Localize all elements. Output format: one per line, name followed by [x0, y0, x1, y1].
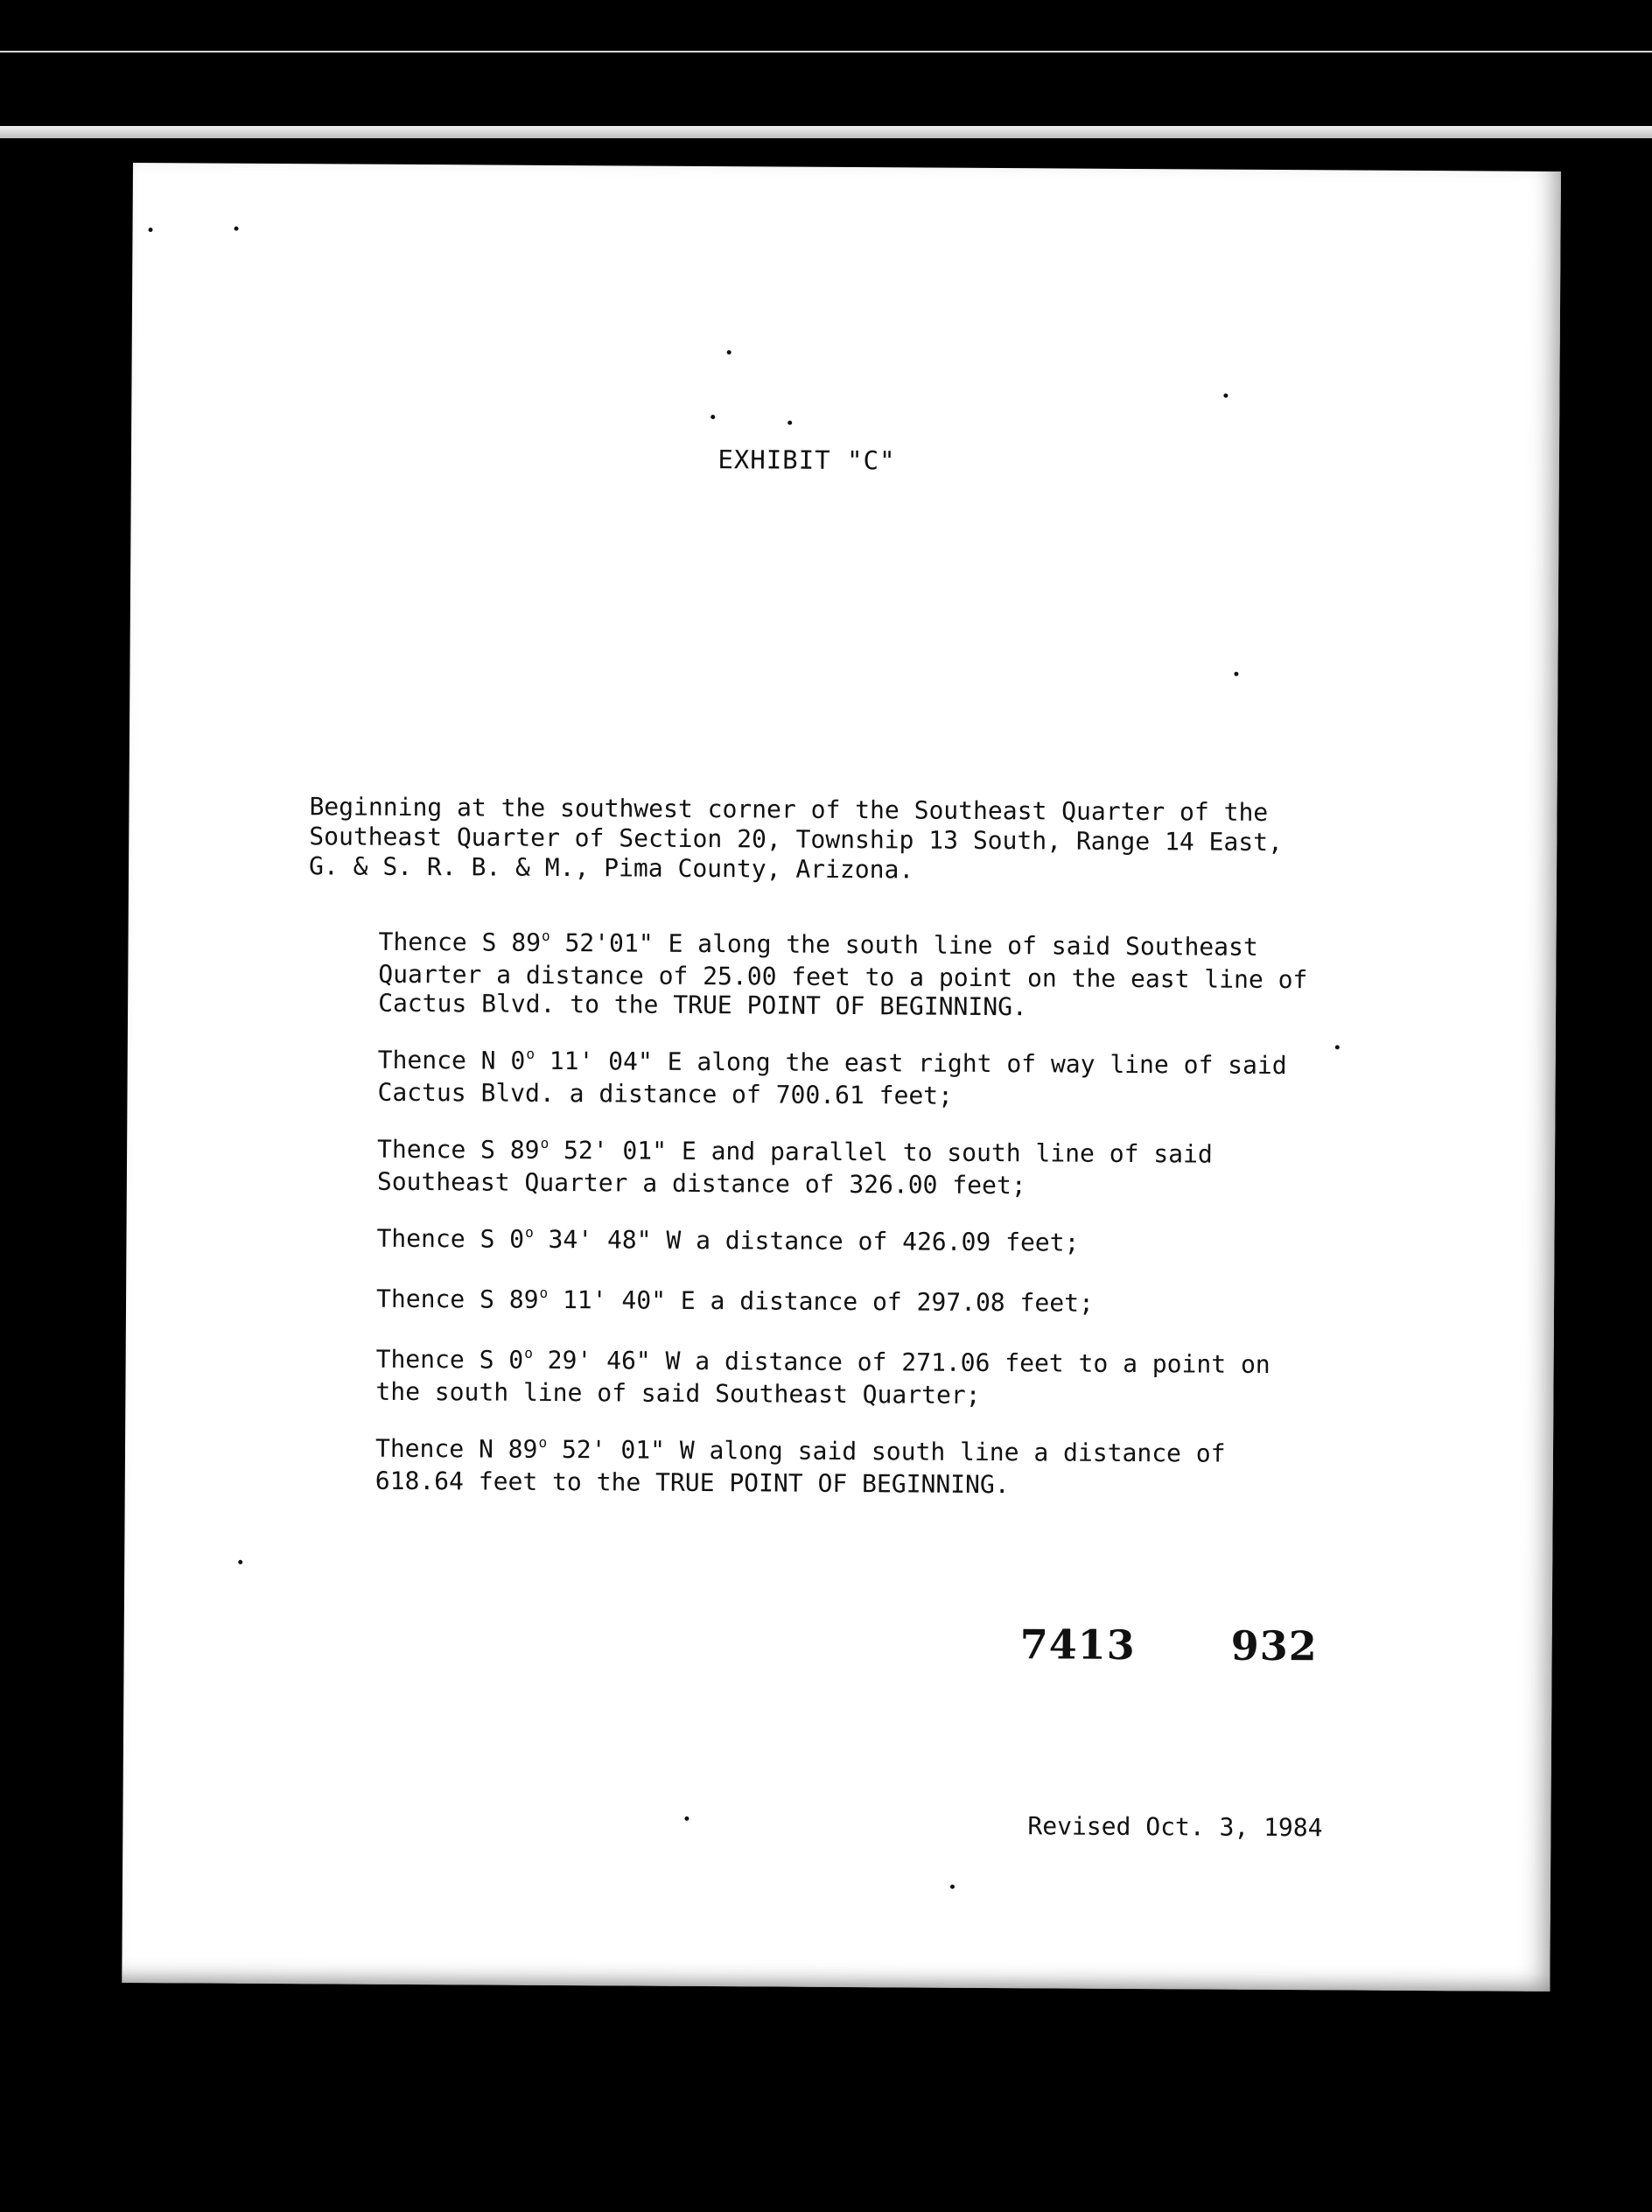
scan-speck: [238, 1560, 242, 1564]
call-bearing-rest: 52' 01" E and parallel to south line of said: [549, 1135, 1213, 1169]
degree-mark: o: [525, 1223, 534, 1241]
call-bearing-start: Thence S 89: [375, 1284, 539, 1314]
call-line: 618.64 feet to the TRUE POINT OF BEGINNING.: [374, 1466, 1010, 1500]
call-bearing-start: Thence N 0: [377, 1045, 526, 1075]
boundary-call: [377, 1135, 1340, 1202]
call-bearing-start: Thence N 89: [374, 1433, 538, 1464]
call-bearing-start: Thence S 0: [376, 1223, 525, 1254]
call-line: the south line of said Southeast Quarter;: [375, 1376, 981, 1410]
call-bearing-start: Thence S 89: [378, 927, 542, 957]
intro-line: Southeast Quarter of Section 20, Township 13 South, Range 14 East,: [309, 822, 1283, 858]
degree-mark: o: [541, 927, 550, 944]
scan-speck: [1234, 672, 1238, 676]
call-line: Cactus Blvd. to the TRUE POINT OF BEGINNING.: [378, 988, 1027, 1022]
degree-mark: o: [526, 1045, 536, 1062]
revised-date: Revised Oct. 3, 1984: [1027, 1811, 1323, 1843]
degree-mark: o: [540, 1134, 550, 1152]
boundary-call: [376, 1284, 1339, 1323]
document-page: [122, 163, 1561, 1992]
scan-speck: [950, 1885, 955, 1889]
call-bearing-start: Thence S 0: [375, 1344, 524, 1375]
scan-speck: [710, 415, 715, 419]
intro-line: G. & S. R. B. & M., Pima County, Arizona.: [308, 851, 914, 885]
call-bearing-rest: 11' 40" E a distance of 297.08 feet;: [548, 1284, 1094, 1318]
call-line: Quarter a distance of 25.00 feet to a point on the east line of: [378, 959, 1308, 995]
scan-speck: [727, 350, 732, 354]
call-line: [376, 1224, 1339, 1263]
call-line: [376, 1284, 1339, 1323]
docket-number: 7413: [1019, 1620, 1136, 1670]
call-line: Cactus Blvd. a distance of 700.61 feet;: [377, 1077, 954, 1110]
degree-mark: o: [524, 1344, 533, 1362]
degree-mark: o: [539, 1284, 549, 1301]
call-bearing-start: Thence S 89: [377, 1134, 540, 1165]
boundary-call: [376, 1224, 1339, 1263]
call-line: Southeast Quarter a distance of 326.00 feet;: [376, 1166, 1026, 1200]
page-number: 932: [1230, 1621, 1318, 1670]
boundary-call: [375, 1345, 1338, 1412]
call-bearing-rest: 29' 46" W a distance of 271.06 feet to a point on: [532, 1345, 1270, 1379]
call-bearing-rest: 11' 04" E along the east right of way line of said: [534, 1046, 1287, 1081]
legal-description-intro: [309, 792, 1360, 887]
scan-speck: [234, 227, 239, 231]
boundary-call: [375, 1434, 1338, 1502]
exhibit-title: EXHIBIT "C": [718, 444, 896, 476]
intro-line: Beginning at the southwest corner of the Southeast Quarter of the: [309, 792, 1269, 827]
recording-stamp-numbers: [1020, 1620, 1318, 1670]
scan-speck: [149, 228, 153, 232]
scan-edge-line: [0, 51, 1652, 52]
scan-speck: [788, 421, 792, 425]
call-bearing-rest: 34' 48" W a distance of 426.09 feet;: [533, 1224, 1080, 1257]
boundary-call: [378, 928, 1341, 1024]
scan-edge-band: [0, 126, 1652, 138]
scan-speck: [684, 1816, 689, 1821]
call-bearing-rest: 52' 01" W along said south line a distance of: [547, 1434, 1226, 1468]
boundary-call: [377, 1046, 1340, 1113]
boundary-calls: [375, 928, 1341, 1530]
scan-speck: [1223, 394, 1228, 398]
degree-mark: o: [538, 1433, 548, 1451]
call-bearing-rest: 52'01" E along the south line of said Southeast: [550, 928, 1258, 962]
